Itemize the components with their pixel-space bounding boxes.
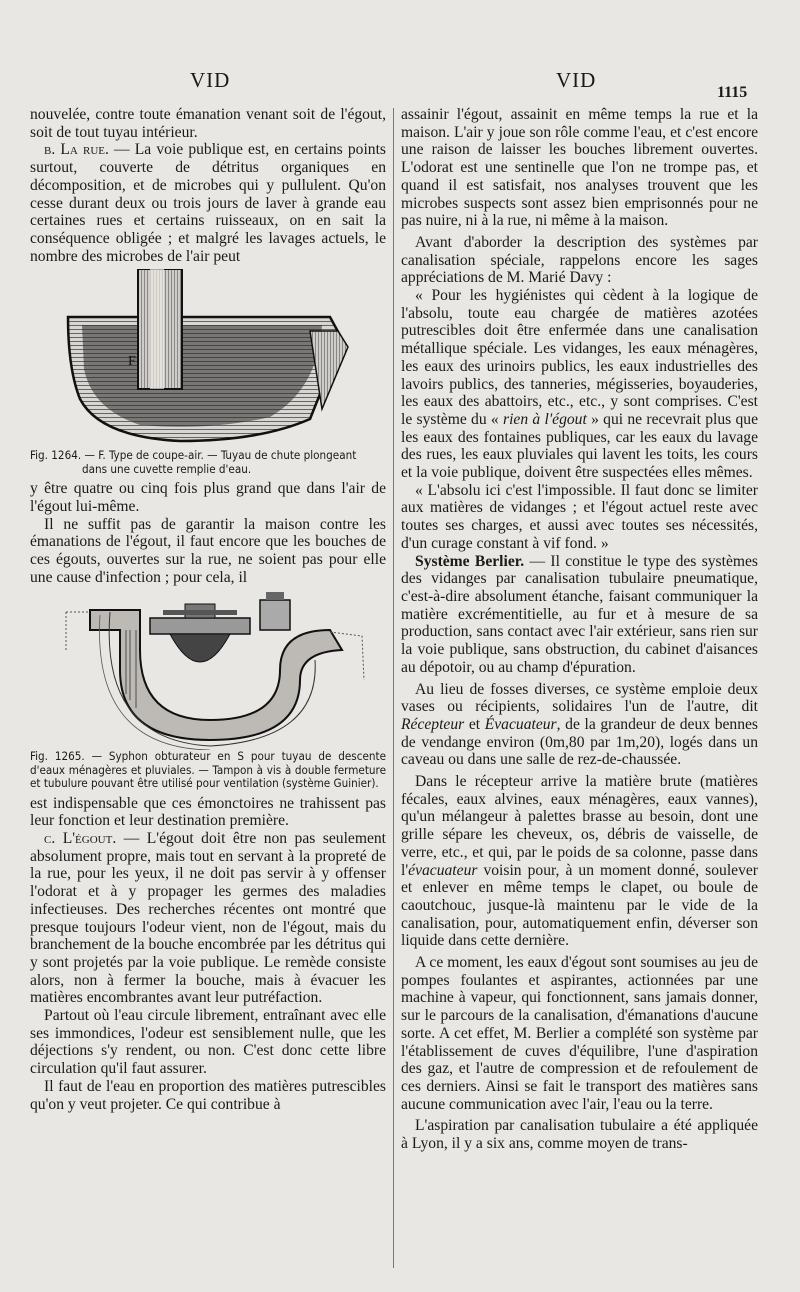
paragraph: est indispensable que ces émonctoires ne trahissent pas leur fonction et leur destination première. — [30, 794, 386, 830]
syphon-obturateur-illustration — [30, 590, 386, 750]
quotation: « L'absolu ici c'est l'impossible. Il faut donc se limiter aux matières de vidanges ; et l'égout actuel reste avec toutes ses charges, et aussi avec toutes ses nécessités, d'un curage constant à vif fond. » — [401, 481, 758, 552]
running-head-left: VID — [190, 68, 231, 92]
paragraph-text: et — [464, 715, 485, 733]
paragraph-text: — Il constitue le type des systèmes des vidanges par canalisation tubulaire pneumatique, c'est-à-dire absolument étanche, faisant communiquer la matière excrémentitielle, au fur et à mesure de sa production, sans contact avec l'air extérieur, sans rien sur la voie publique, sans obstruction, du cabinet d'aisances au dépotoir, ou au champ d'épuration. — [401, 552, 758, 676]
page-number: 1115 — [717, 84, 748, 101]
figure-1264-caption — [30, 449, 386, 476]
paragraph-text: voisin pour, à un moment donné, soulever et enlever en même temps le clapet, ou boule de caoutchouc, jusque-là maintenu par le vide de la canalisation, pour, automatiquement enfin, déverser son liquide dans cette dernière. — [401, 861, 758, 950]
section-label: Système Berlier. — [415, 552, 525, 570]
paragraph — [401, 773, 758, 950]
quotation — [401, 287, 758, 482]
caption-line: dans une cuvette remplie d'eau. — [82, 461, 252, 476]
coupe-air-illustration — [30, 269, 386, 449]
paragraph: y être quatre ou cinq fois plus grand que dans l'air de l'égout lui-même. — [30, 480, 386, 515]
right-column — [401, 106, 758, 1153]
italic-term: évacuateur — [408, 861, 478, 879]
paragraph-text: — La voie publique est, en certains points surtout, couverte de détritus organiques en décomposition, et de microbes qui y pullulent. Qu'on cesse durant deux ou trois jours de laver à grande eau certaines rues et certains ruisseaux, on en sait la conséquence obligée ; et malgré les lavages actuels, le nombre des microbes de l'air peut — [30, 141, 386, 265]
paragraph-l-egout — [30, 830, 386, 1007]
paragraph-systeme-berlier — [401, 553, 758, 677]
italic-term: Évacuateur — [484, 715, 557, 733]
paragraph-text: Au lieu de fosses diverses, ce système emploie deux vases ou récipients, solidaires l'un de l'autre, dit — [401, 680, 758, 716]
quote-text: « Pour les hygiénistes qui cèdent à la logique de l'absolu, toute eau chargée de matières azotées putrescibles doit être enfermée dans une canalisation métallique spéciale. Les vidanges, les eaux ménagères, les eaux des urinoirs publics, les eaux industrielles des lavoirs publics, des tanneries, mégisseries, boyauderies, les eaux des abattoirs, etc., etc., y sont comprises. C'est le système du « — [401, 287, 758, 428]
paragraph: assainir l'égout, assainit en même temps la rue et la maison. L'air y joue son rôle comme l'eau, et c'est encore une raison de laisser les bouches librement ouvertes. L'odorat est une sentinelle que l'on ne trompe pas, et quand il est satisfait, nos analyses trouvent que les microbes suspects sont assez bien emprisonnés pour ne pas nuire, ni à la rue, ni même à la maison. — [401, 106, 758, 230]
paragraph: Partout où l'eau circule librement, entraînant avec elle ses immondices, l'odeur est sensiblement nulle, que les déjections s'y rendent, ou non. C'est donc cette libre circulation qu'il faut assurer. — [30, 1007, 386, 1078]
paragraph-text: — L'égout doit être non pas seulement absolument propre, mais tout en servant à la propreté de la rue, pour les yeux, il ne doit pas servir à y offenser l'odorat et à y propager les germes des maladies infectieuses. Des recherches récentes ont montré que presque toujours l'odeur vient, non de l'égout, mais du branchement de la bouche encombrée par les détritus qui y sont projetés par la voie publique. Le remède consiste alors, non à fermer la bouche, mais à évacuer les matières encombrantes avant leur putréfaction. — [30, 829, 387, 1007]
left-column — [30, 106, 386, 1113]
section-label: c. L'égout. — [44, 829, 117, 847]
caption-line: Fig. 1264. — F. Type de coupe-air. — Tuyau de chute plongeant — [30, 448, 357, 463]
quote-italic: rien à l'égout — [503, 410, 587, 428]
figure-1264 — [30, 269, 386, 476]
paragraph-text: , de la grandeur de deux bennes de vendange environ (0m,80 par 1m,20), logés dans un caveau ou dans une salle de rez-de-chaussée. — [401, 715, 758, 769]
paragraph: A ce moment, les eaux d'égout sont soumises au jeu de pompes foulantes et aspirantes, actionnées par une machine à vapeur, qui fonctionnent, sans jamais donner, sur le parcours de la canalisation, d'émanations d'aucune sorte. A cet effet, M. Berlier a complété son système par l'établissement de cuves d'équilibre, l'une d'aspiration des gaz, et l'autre de compression et de refoulement de ces derniers. Ainsi se fait le transport des matières sans aucune communication avec l'air, l'eau ou la terre. — [401, 954, 758, 1113]
section-label: b. La rue. — [44, 141, 109, 159]
italic-term: Récepteur — [401, 715, 465, 733]
column-rule — [393, 108, 394, 1268]
paragraph: Il faut de l'eau en proportion des matières putrescibles qu'on y veut projeter. Ce qui contribue à — [30, 1077, 386, 1113]
paragraph: Avant d'aborder la description des systèmes par canalisation spéciale, rappelons encore les sages appréciations de M. Marié Davy : — [401, 233, 758, 287]
paragraph — [401, 681, 758, 770]
figure-letter: F — [128, 354, 136, 370]
figure-1265 — [30, 590, 386, 790]
paragraph: nouvelée, contre toute émanation venant soit de l'égout, soit de tout tuyau intérieur. — [30, 106, 386, 141]
running-head-right: VID — [556, 68, 597, 92]
paragraph: Il ne suffit pas de garantir la maison contre les émanations de l'égout, il faut encore que les bouches de ces égouts, ouvertes sur la rue, ne soient pas pour elle une cause d'infection ; pour cela, il — [30, 515, 386, 586]
quote-text: » qui ne recevrait plus que les eaux des fontaines publiques, car les eaux du lavage des rues, les eaux pluviales qui lavent les toits, les cours et la voie publique, doivent être suspectées elles mêmes. — [401, 410, 758, 482]
paragraph-text: Dans le récepteur arrive la matière brute (matières fécales, eaux alvines, eaux ménagères, eaux vannes), qu'un mélangeur à palettes brasse au besoin, dont une grille sépare les cheveux, os, débris de vaisselle, de verre, etc., et qui, par le poids de sa colonne, passe dans l' — [401, 773, 758, 879]
paragraph: L'aspiration par canalisation tubulaire a été appliquée à Lyon, il y a six ans, comme moyen de trans- — [401, 1117, 758, 1153]
figure-1265-caption: Fig. 1265. — Syphon obturateur en S pour tuyau de descente d'eaux ménagères et pluviales. — Tampon à vis à double fermeture et tubulure pouvant être utilisé pour ventilation (système Guinier). — [30, 749, 386, 791]
paragraph-la-rue — [30, 141, 386, 265]
